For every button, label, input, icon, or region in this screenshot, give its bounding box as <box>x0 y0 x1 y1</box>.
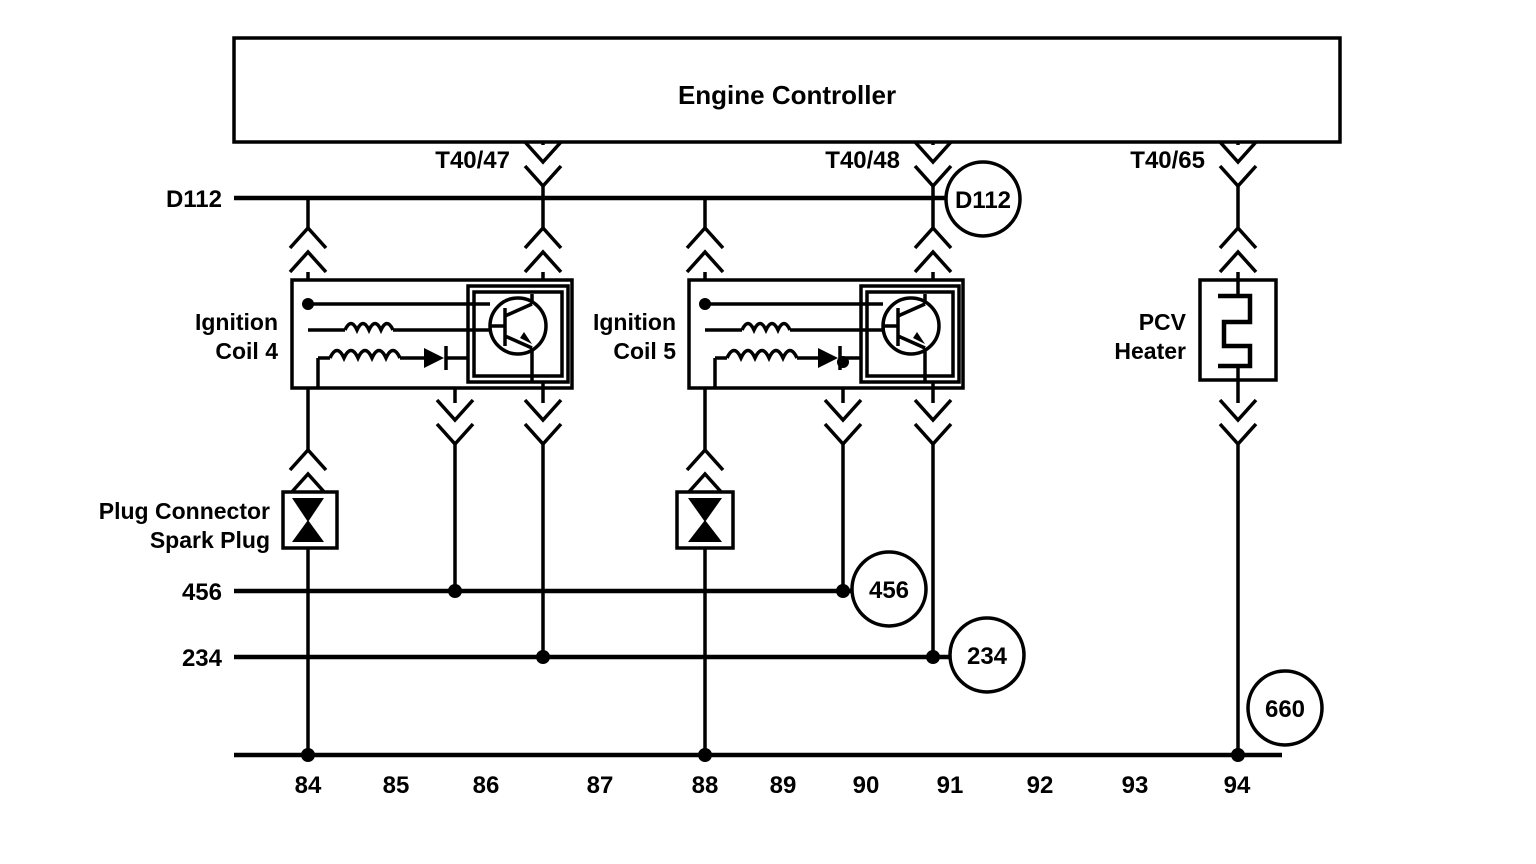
grid-number-94: 94 <box>1223 772 1251 799</box>
node-circle-660-label: 660 <box>1264 696 1306 723</box>
node-circle-d112-label: D112 <box>954 187 1012 214</box>
grid-number-90: 90 <box>852 772 880 799</box>
bus-label-234: 234 <box>181 645 222 672</box>
pcv-heater-label-line1: PCV <box>1138 309 1186 335</box>
junction-dot-234-b <box>926 650 940 664</box>
grid-numbers <box>295 772 1251 799</box>
connector-arrow-plug4 <box>290 388 326 494</box>
ignition-coil-4-label-line2: Coil 4 <box>215 338 278 364</box>
pin-label-t4048: T40/48 <box>825 147 900 174</box>
node-circle-234-label: 234 <box>966 643 1008 670</box>
ignition-coil-5-label-line2: Coil 5 <box>613 338 676 364</box>
grid-number-87: 87 <box>586 772 614 799</box>
junction-dot-234-a <box>536 650 550 664</box>
grid-number-93: 93 <box>1121 772 1149 799</box>
ground-dot-94 <box>1231 748 1245 762</box>
connector-arrow-coil4-out-234 <box>525 382 561 657</box>
pcv-heater-label-line2: Heater <box>1114 338 1186 364</box>
connector-arrow-pcv-supply <box>1220 186 1256 280</box>
bus-label-456: 456 <box>181 579 222 606</box>
node-circle-456-label: 456 <box>868 577 910 604</box>
grid-number-86: 86 <box>472 772 500 799</box>
bus-label-d112: D112 <box>165 186 222 213</box>
ground-dot-84 <box>301 748 315 762</box>
connector-arrow-coil5-out-456 <box>825 388 861 591</box>
grid-number-91: 91 <box>936 772 964 799</box>
grid-number-92: 92 <box>1026 772 1054 799</box>
engine-controller-label: Engine Controller <box>677 80 897 110</box>
ignition-coil-5 <box>689 280 963 388</box>
junction-dot-456-a <box>448 584 462 598</box>
ignition-coil-5-label-line1: Ignition <box>592 309 676 335</box>
spark-plug-connector-5 <box>677 492 733 755</box>
pcv-heater <box>1200 280 1276 380</box>
connector-arrow-plug5 <box>687 388 723 494</box>
ground-dot-88 <box>698 748 712 762</box>
grid-number-84: 84 <box>294 772 322 799</box>
pin-label-t4065: T40/65 <box>1130 147 1205 174</box>
grid-number-88: 88 <box>691 772 719 799</box>
pin-label-t4047: T40/47 <box>435 147 510 174</box>
plug-connector-label-line2: Spark Plug <box>149 527 270 553</box>
connector-arrow-coil4-supply <box>290 198 326 280</box>
grid-number-85: 85 <box>382 772 410 799</box>
plug-connector-label-line1: Plug Connector <box>98 498 270 524</box>
connector-arrow-t4047 <box>525 142 561 186</box>
ignition-coil-4 <box>292 280 572 388</box>
connector-arrow-coil4-out-456 <box>437 388 473 591</box>
spark-plug-connector-4 <box>283 492 337 755</box>
junction-dot-456-b <box>836 584 850 598</box>
connector-arrow-coil5-out-234 <box>915 382 951 657</box>
ignition-coil-4-label-line1: Ignition <box>194 309 278 335</box>
connector-arrow-t4048 <box>915 142 951 186</box>
connector-arrow-coil5-supply <box>687 198 723 280</box>
grid-number-89: 89 <box>769 772 797 799</box>
connector-arrow-t4065 <box>1220 142 1256 186</box>
